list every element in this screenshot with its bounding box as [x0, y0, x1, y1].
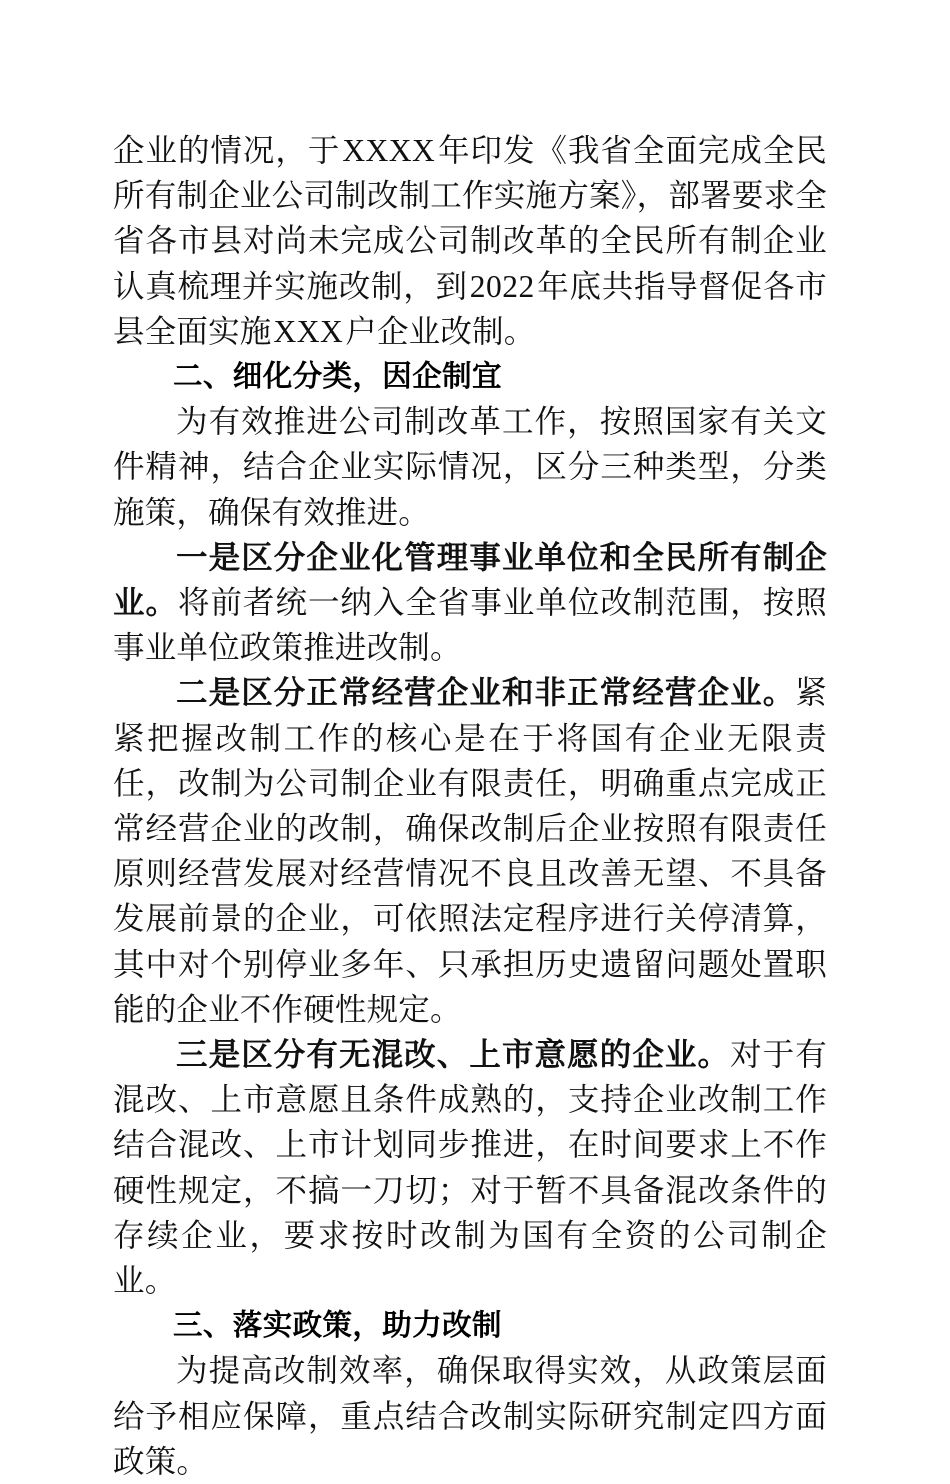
heading-section-three: 三、落实政策，助力改制: [173, 1309, 502, 1343]
latin-run: XXX: [273, 313, 344, 349]
lead-in-phrase: 三是区分有无混改、上市意愿的企业。: [176, 1037, 731, 1073]
text-run: 将前者统一纳入全省事业单位改制范围，按照事业单位政策推进改制。: [113, 585, 827, 666]
text-run: 紧紧把握改制工作的核心是在于将国有企业无限责任，改制为公司制企业有限责任，明确重点完成正常经营企业的改制，确保改制后企业按照有限责任原则经营发展对经营情况不良且改善无望、不具备发展前景的企业，可依照法定程序进行关停清算，其中对个别停业多年、只承担历史遗留问题处置职能的企业不作硬性规定。: [113, 675, 827, 1027]
heading-section-two: 二、细化分类，因企制宜: [173, 360, 502, 394]
text-run: 对于有混改、上市意愿且条件成熟的，支持企业改制工作结合混改、上市计划同步推进，在时间要求上不作硬性规定，不搞一刀切；对于暂不具备混改条件的存续企业，要求按时改制为国有全资的公司制企业。: [113, 1037, 827, 1299]
paragraph-point-one: [113, 535, 827, 671]
text-run: 为有效推进公司制改革工作，按照国家有关文件精神，结合企业实际情况，区分三种类型，分类施策，确保有效推进。: [113, 404, 827, 530]
text-run: 为提高改制效率，确保取得实效，从政策层面给予相应保障，重点结合改制实际研究制定四方面政策。: [113, 1353, 827, 1479]
paragraph-section-three-intro: [113, 1348, 827, 1484]
paragraph-continuation-top: [113, 128, 827, 354]
paragraph-point-two: [113, 670, 827, 1032]
text-run: 户企业改制。: [345, 313, 536, 349]
latin-run: 2022: [469, 268, 535, 304]
text-run: 企业的情况，于: [113, 133, 341, 168]
text-run: 年底共指导督促各市县全面实施: [113, 268, 827, 349]
text-run: 年印发《我省全面完成全民所有制企业公司制改制工作实施方案》，部署要求全省各市县对尚未完成公司制改革的全民所有制企业认真梳理并实施改制，到: [113, 133, 827, 304]
lead-in-phrase: 二是区分正常经营企业和非正常经营企业。: [176, 675, 796, 711]
lead-in-phrase: 一是区分企业化管理事业单位和全民所有制企业。: [113, 539, 827, 621]
paragraph-section-two-intro: [113, 399, 827, 535]
document-body: [113, 128, 827, 1484]
latin-run: XXXX: [342, 133, 436, 168]
paragraph-point-three: [113, 1032, 827, 1303]
